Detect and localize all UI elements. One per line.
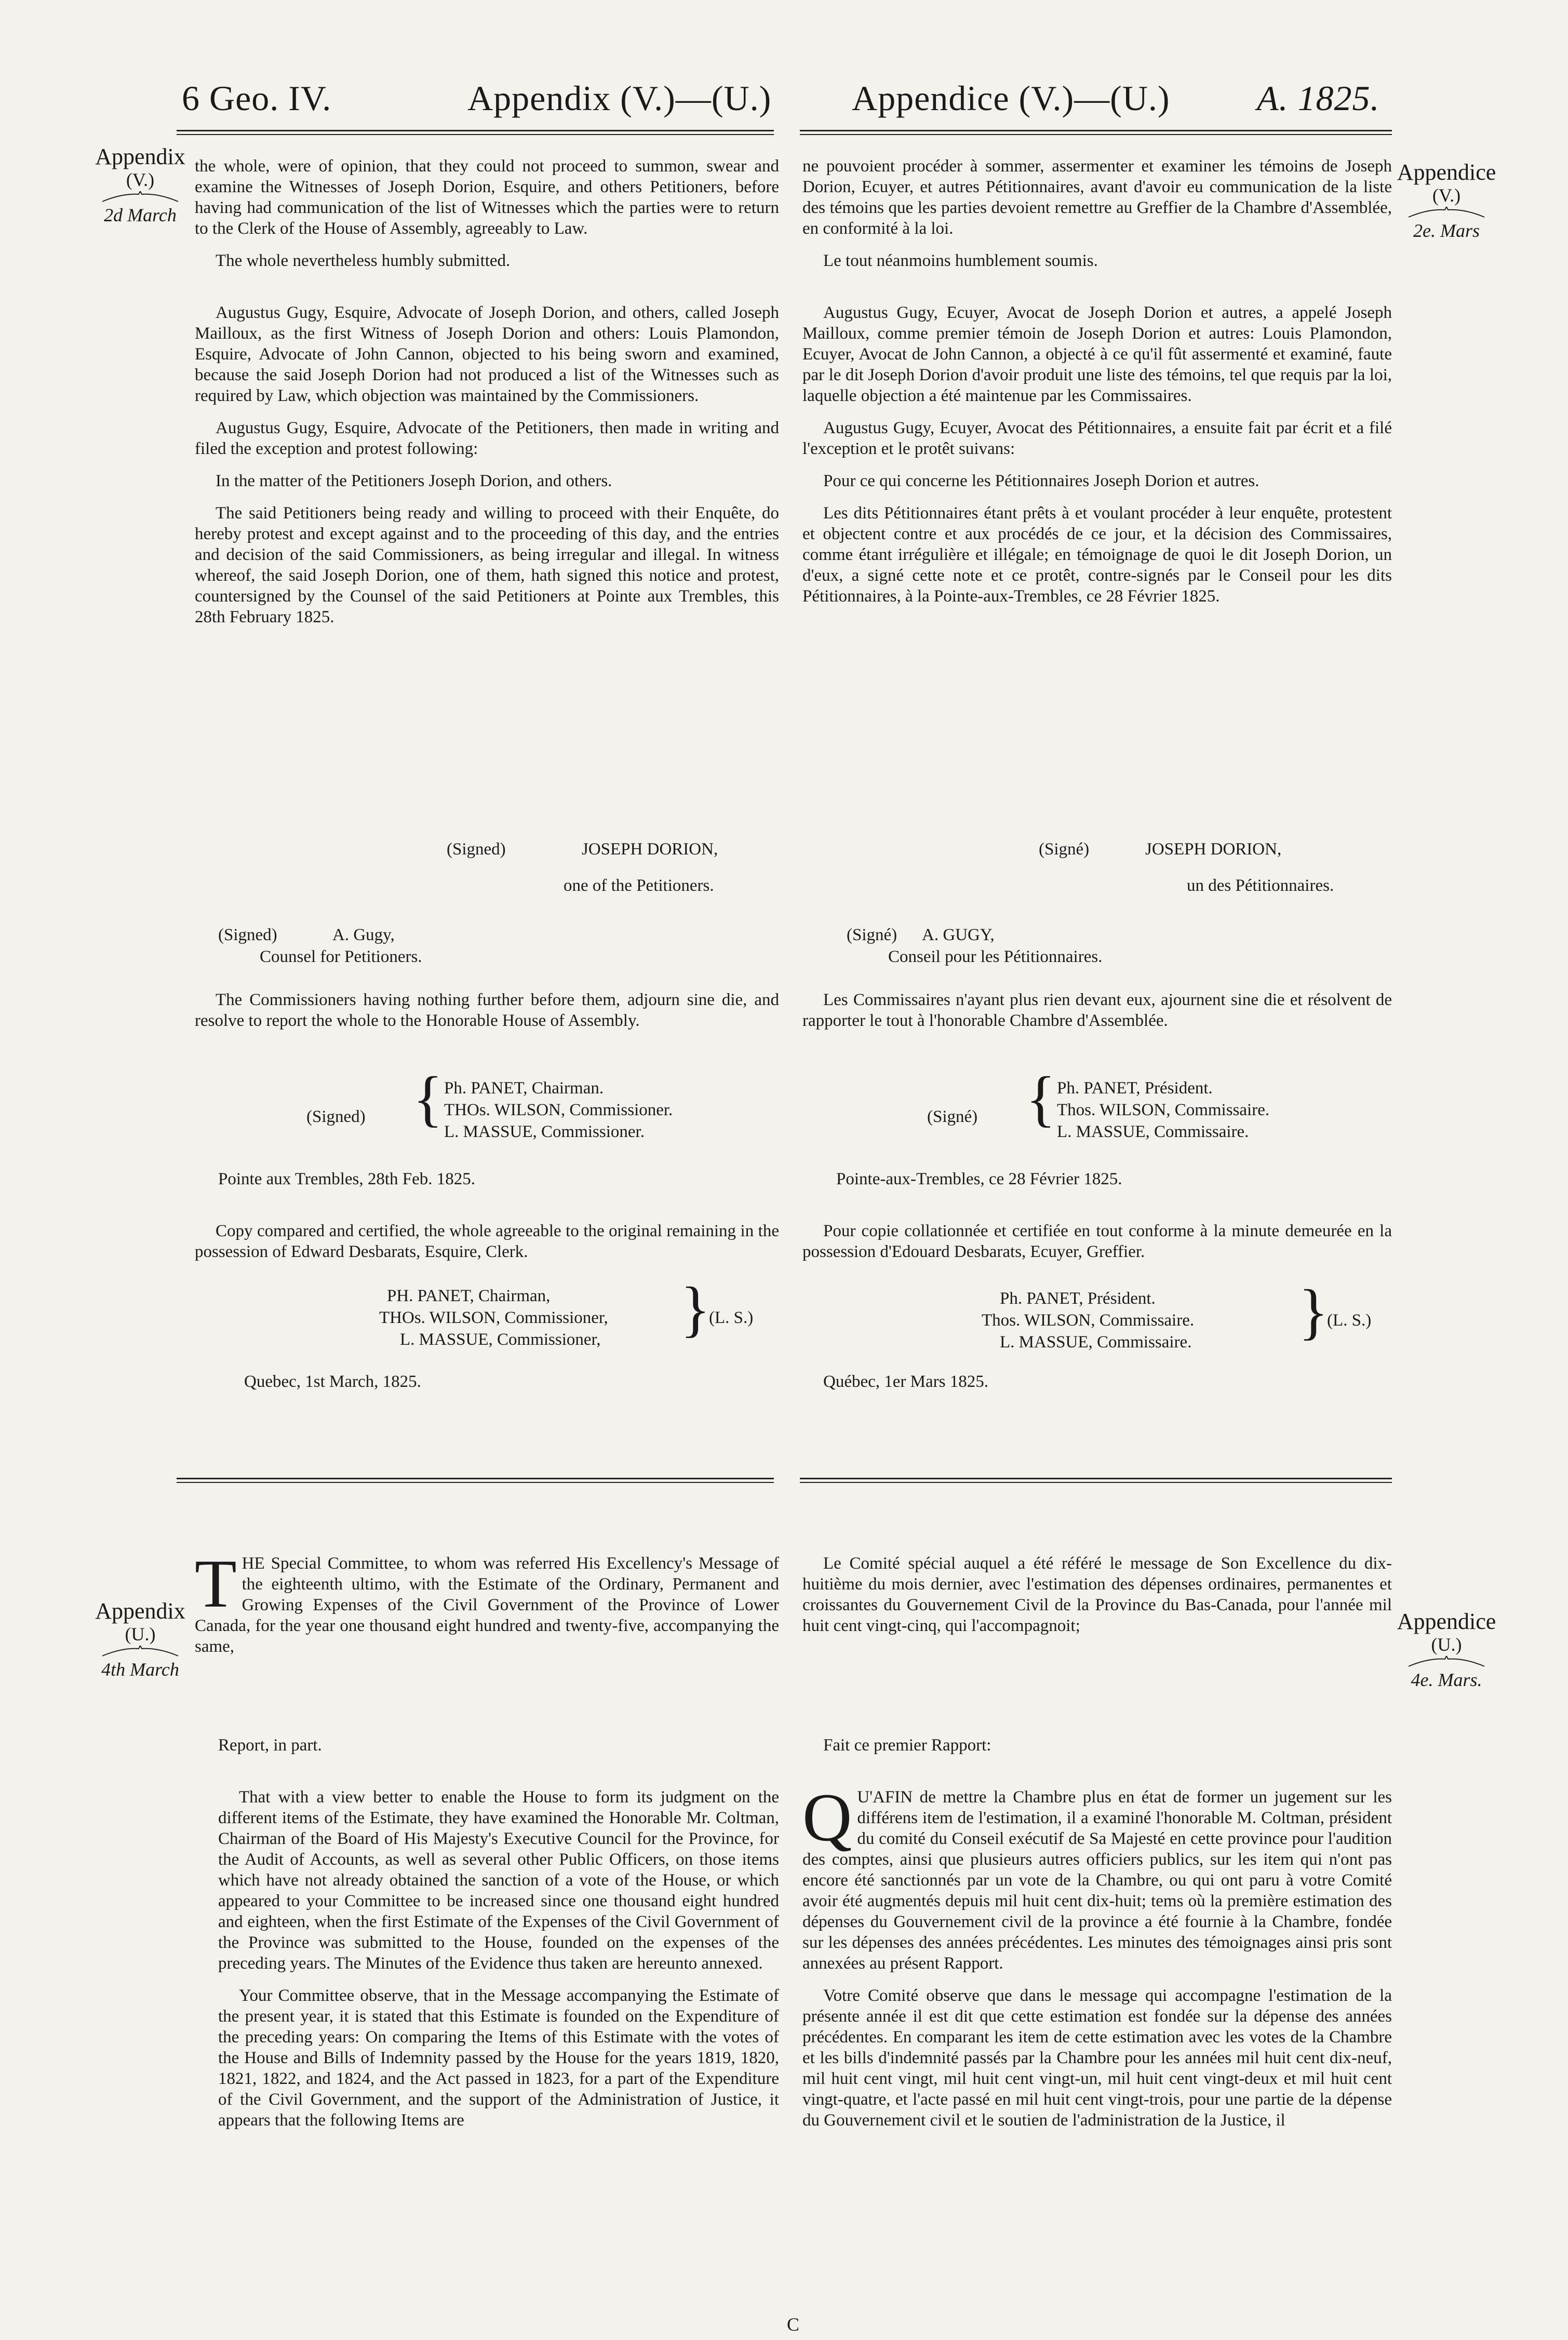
margin-note-bottom-right <box>1395 1610 1498 1691</box>
fr-paragraph-text: U'AFIN de mettre la Chambre plus en état de former un jugement sur les différens item de l'estimation, il a examiné l'honorable M. Coltman, président du comité du Conseil exécutif de Sa Majesté en cette province pour l'audition des comptes, ainsi que plusieurs autres officiers publics, sur les item qui n'ont pas encore été sanctionnés par un vote de la Chambre, ou qui ont paru à votre Comité avoir été augmentés depuis mil huit cent dix-huit; tems où la première estimation des dépenses du Gouvernement civil de la province a été fournie à la Chambre, fondée sur les dépenses des années précédentes. Les minutes des témoignages ainsi pris sont annexées au présent Rapport. <box>802 1788 1392 1973</box>
fr-signer-gugy-role: Conseil pour les Pétitionnaires. <box>888 947 1103 966</box>
en-commissioner-wilson: THOs. WILSON, Commissioner. <box>444 1101 673 1119</box>
margin-note-bottom-left <box>88 1600 192 1681</box>
en-cert-wilson: THOs. WILSON, Commissioner, <box>379 1308 608 1327</box>
fr-cert-panet: Ph. PANET, Président. <box>1000 1289 1156 1308</box>
en-report-heading: Report, in part. <box>218 1736 322 1755</box>
header-rule-left-thin <box>177 134 774 135</box>
margin-date: 2e. Mars <box>1413 220 1480 241</box>
fr-commissioner-wilson: Thos. WILSON, Commissaire. <box>1057 1101 1270 1119</box>
brace-icon: { <box>413 1064 443 1133</box>
en-paragraph: Augustus Gugy, Esquire, Advocate of Joseph Dorion, and others, called Joseph Mailloux, as the first Witness of Joseph Dorion and others: Louis Plamondon, Esquire, Advocate of John Cannon, objected to his being sworn and examined, because the said Joseph Dorion had not produced a list of the Witnesses such as required by Law, which objection was maintained by the Commissioners. <box>195 303 779 405</box>
margin-date: 4e. Mars. <box>1411 1669 1482 1690</box>
margin-note-top-right <box>1395 161 1498 242</box>
header-rule-left <box>177 130 774 131</box>
margin-title: Appendix <box>95 1598 185 1624</box>
section-rule-right-thin <box>800 1482 1392 1483</box>
margin-letter: (U.) <box>1431 1634 1462 1655</box>
margin-title: Appendice <box>1397 1609 1496 1634</box>
french-column-report <box>802 1735 1392 2142</box>
header-appendix-en: Appendix (V.)—(U.) <box>467 78 772 118</box>
en-paragraph: The said Petitioners being ready and willing to proceed with their Enquête, do hereby protest and except against and to the proceeding of this day, and the entries and decision of the said Commissioners, as being irregular and illegal. In witness whereof, the said Joseph Dorion, one of them, hath signed this notice and protest, countersigned by the Counsel of the said Petitioners at Pointe aux Trembles, this 28th February 1825. <box>195 504 779 626</box>
fr-signed-label: (Signé) <box>1039 840 1090 859</box>
french-column-copy <box>802 1221 1392 1274</box>
en-committee-text: HE Special Committee, to whom was referred His Excellency's Message of the eighteenth ultimo, with the Estimate of the Ordinary, Permanent and Growing Expenses of the Civil Government of the Province of Lower Canada, for the year one thousand eight hundred and twenty-five, accompanying the same, <box>195 1554 779 1656</box>
en-signer-dorion: JOSEPH DORION, <box>582 840 718 859</box>
margin-brace-icon <box>1408 1656 1485 1668</box>
en-signer-gugy-role: Counsel for Petitioners. <box>260 947 422 966</box>
english-column-copy <box>195 1221 779 1274</box>
fr-place-date: Pointe-aux-Trembles, ce 28 Février 1825. <box>836 1170 1122 1188</box>
en-quebec-date: Quebec, 1st March, 1825. <box>244 1372 421 1391</box>
fr-paragraph: Votre Comité observe que dans le message qui accompagne l'estimation de la présente année il est dit que cette estimation est fondée sur la dépense des années précédentes. En comparant les item de cette estimation avec les votes de la Chambre et les bills d'indemnité passés par la Chambre pour les années mil huit cent dix-neuf, mil huit cent vingt, mil huit cent vingt-un, mil huit cent vingt-deux et mil huit cent vingt-quatre, et l'acte passé en mil huit cent vingt-trois, pour une partie de la dépense du Gouvernement civil et le soutien de l'administration de la Justice, il <box>802 1986 1392 2130</box>
fr-cert-massue: L. MASSUE, Commissaire. <box>1000 1333 1192 1352</box>
en-gugy-signed: (Signed) <box>218 926 277 944</box>
header-rule-right <box>800 130 1392 131</box>
en-seal: (L. S.) <box>709 1308 754 1327</box>
en-paragraph: In the matter of the Petitioners Joseph Dorion, and others. <box>216 472 612 490</box>
en-paragraph: Copy compared and certified, the whole agreeable to the original remaining in the possession of Edward Desbarats, Esquire, Clerk. <box>195 1222 779 1261</box>
section-rule-left-thin <box>177 1482 774 1483</box>
header-appendix-fr: Appendice (V.)—(U.) <box>852 78 1170 118</box>
english-column-adjourn <box>195 990 779 1042</box>
en-cert-panet: PH. PANET, Chairman, <box>387 1287 551 1305</box>
en-commissioner-panet: Ph. PANET, Chairman. <box>444 1079 604 1098</box>
brace-icon: { <box>1026 1064 1056 1133</box>
fr-paragraph: ne pouvoient procéder à sommer, assermenter et examiner les témoins de Joseph Dorion, Ecuyer, et autres Pétitionnaires, avant d'avoir eu communication de la liste des témoins que les parties devoient remettre au Greffier de la Chambre d'Assemblée, en conformité à la loi. <box>802 157 1392 238</box>
en-signer-dorion-role: one of the Petitioners. <box>564 876 714 895</box>
fr-paragraph-dropcap <box>802 1779 1392 1974</box>
signature-mark: C <box>787 2314 800 2335</box>
margin-title: Appendice <box>1397 159 1496 185</box>
fr-paragraph: Les Commissaires n'ayant plus rien devant eux, ajournent sine die et résolvent de rapporter le tout à l'honorable Chambre d'Assemblée. <box>802 991 1392 1030</box>
fr-signer-dorion-role: un des Pétitionnaires. <box>1187 876 1334 895</box>
fr-paragraph: Pour copie collationnée et certifiée en tout conforme à la minute demeurée en la possession d'Edouard Desbarats, Ecuyer, Greffier. <box>802 1222 1392 1261</box>
drop-cap: T <box>195 1545 237 1622</box>
en-committee-paragraph <box>195 1545 779 1657</box>
header-rule-right-thin <box>800 134 1392 135</box>
margin-brace-icon <box>101 191 179 204</box>
en-place-date: Pointe aux Trembles, 28th Feb. 1825. <box>218 1170 476 1188</box>
fr-paragraph: Pour ce qui concerne les Pétitionnaires Joseph Dorion et autres. <box>823 472 1259 490</box>
margin-brace-icon <box>101 1646 179 1658</box>
margin-letter: (V.) <box>126 169 155 190</box>
fr-seal: (L. S.) <box>1327 1311 1372 1330</box>
en-signer-gugy: A. Gugy, <box>332 926 395 944</box>
english-column-top <box>195 156 779 639</box>
drop-cap: Q <box>802 1779 852 1855</box>
fr-commissioners-signed: (Signé) <box>927 1107 978 1126</box>
en-cert-massue: L. MASSUE, Commissioner, <box>400 1330 601 1349</box>
brace-icon: } <box>1298 1277 1329 1346</box>
fr-cert-wilson: Thos. WILSON, Commissaire. <box>982 1311 1195 1330</box>
header-reign: 6 Geo. IV. <box>182 78 332 118</box>
margin-letter: (U.) <box>125 1624 156 1644</box>
french-column-adjourn <box>802 990 1392 1042</box>
fr-report-heading: Fait ce premier Rapport: <box>823 1736 991 1755</box>
fr-signer-dorion: JOSEPH DORION, <box>1145 840 1282 859</box>
header-year: A. 1825. <box>1257 78 1380 118</box>
fr-commissioner-massue: L. MASSUE, Commissaire. <box>1057 1122 1249 1141</box>
en-paragraph: The whole nevertheless humbly submitted. <box>216 251 511 270</box>
fr-signer-gugy: A. GUGY, <box>922 926 995 944</box>
section-rule-left <box>177 1478 774 1479</box>
english-column-report <box>218 1735 779 2142</box>
fr-paragraph: Le tout néanmoins humblement soumis. <box>823 251 1098 270</box>
en-commissioners-signed: (Signed) <box>306 1107 366 1126</box>
margin-brace-icon <box>1408 207 1485 219</box>
fr-paragraph: Augustus Gugy, Ecuyer, Avocat des Pétitionnaires, a ensuite fait par écrit et a filé l'exception et le protêt suivans: <box>802 419 1392 458</box>
fr-gugy-signed: (Signé) <box>847 926 897 944</box>
fr-commissioner-panet: Ph. PANET, Président. <box>1057 1079 1213 1098</box>
margin-letter: (V.) <box>1432 185 1461 206</box>
en-paragraph: the whole, were of opinion, that they could not proceed to summon, swear and examine the Witnesses of Joseph Dorion, Esquire, and others Petitioners, before having had communication of the list of Witnesses which the parties were to return to the Clerk of the House of Assembly, agreeably to Law. <box>195 157 779 238</box>
en-paragraph: Your Committee observe, that in the Message accompanying the Estimate of the present year, it is stated that this Estimate is founded on the Expenditure of the preceding years: On comparing the Items of this Estimate with the votes of the House and Bills of Indemnity passed by the House for the years 1819, 1820, 1821, 1822, and 1824, and the Act passed in 1823, for a part of the Expenditure of the Civil Government, and the support of the Administration of Justice, it appears that the following Items are <box>218 1986 779 2130</box>
margin-date: 4th March <box>101 1659 179 1680</box>
french-column-top <box>802 156 1392 618</box>
en-signed-label: (Signed) <box>447 840 506 859</box>
en-paragraph: Augustus Gugy, Esquire, Advocate of the Petitioners, then made in writing and filed the exception and protest following: <box>195 419 779 458</box>
en-paragraph: That with a view better to enable the House to form its judgment on the different items of the Estimate, they have examined the Honorable Mr. Coltman, Chairman of the Board of His Majesty's Executive Council for the Province, for the Audit of Accounts, as well as several other Public Officers, on those items which have not already obtained the sanction of a vote of the House, or which appeared to your Committee to be increased since one thousand eight hundred and eighteen, when the first Estimate of the Expenses of the Civil Government of the Province was submitted to the House, founded on the expenses of the preceding years. The Minutes of the Evidence thus taken are hereunto annexed. <box>218 1788 779 1973</box>
margin-title: Appendix <box>95 144 185 169</box>
section-rule-right <box>800 1478 1392 1479</box>
french-column-committee <box>802 1553 1392 1648</box>
english-column-committee <box>195 1545 779 1668</box>
margin-date: 2d March <box>104 205 177 225</box>
fr-committee-paragraph: Le Comité spécial auquel a été référé le message de Son Excellence du dix-huitième du mois dernier, avec l'estimation des dépenses ordinaires, permanentes et croissantes du Gouvernement Civil de la Province du Bas-Canada, pour l'année mil huit cent vingt-cinq, qui l'accompagnoit; <box>802 1554 1392 1635</box>
fr-paragraph: Les dits Pétitionnaires étant prêts à et voulant procéder à leur enquête, protestent et objectent contre et aux procédés de ce jour, et la décision des Commissaires, comme étant irrégulière et illégale; en témoignage de quoi le dit Joseph Dorion, un d'eux, a signé cette note et ce protêt, contre-signés par le Conseil pour les dits Pétitionnaires, à la Pointe-aux-Trembles, ce 28 Février 1825. <box>802 504 1392 606</box>
en-commissioner-massue: L. MASSUE, Commissioner. <box>444 1122 645 1141</box>
en-paragraph: The Commissioners having nothing further before them, adjourn sine die, and resolve to report the whole to the Honorable House of Assembly. <box>195 991 779 1030</box>
fr-quebec-date: Québec, 1er Mars 1825. <box>823 1372 988 1391</box>
margin-note-top-left <box>88 145 192 226</box>
fr-paragraph: Augustus Gugy, Ecuyer, Avocat de Joseph Dorion et autres, a appelé Joseph Mailloux, comme premier témoin de Joseph Dorion et autres: Louis Plamondon, Ecuyer, Avocat de John Cannon, a objecté à ce qu'il fût assermenté et examiné, faute par le dit Joseph Dorion d'avoir produit une liste des témoins, tel que requis par la loi, laquelle objection a été maintenue par les Commissaires. <box>802 303 1392 405</box>
brace-icon: } <box>680 1274 711 1343</box>
